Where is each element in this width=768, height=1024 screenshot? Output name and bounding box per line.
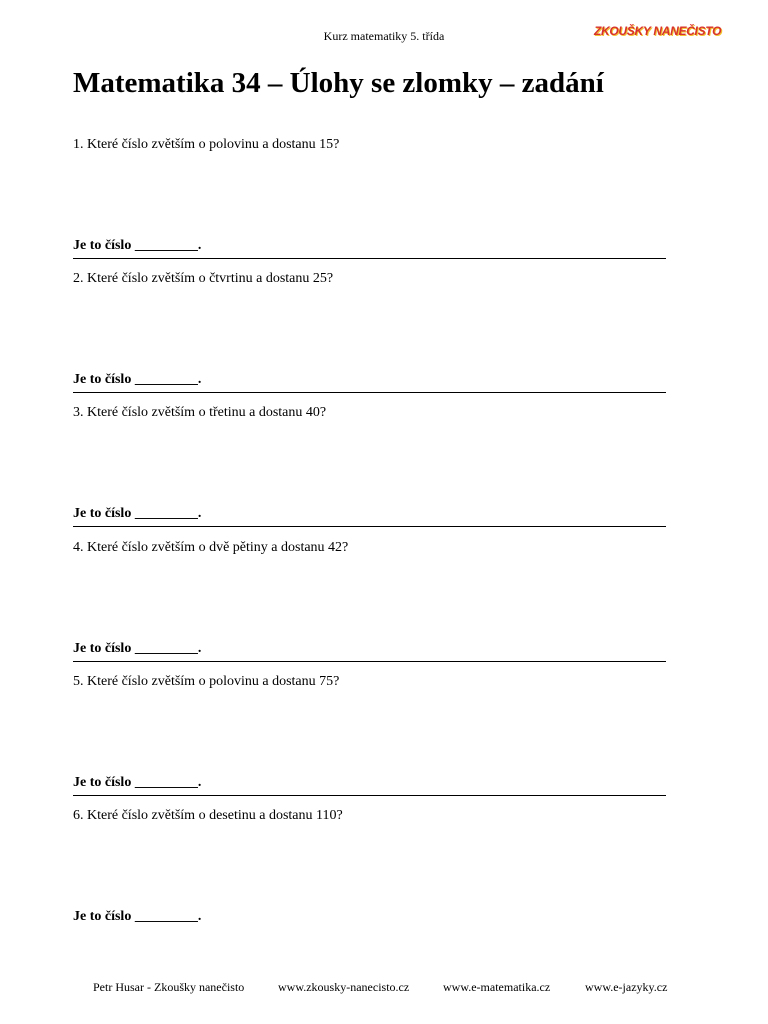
answer-line: Je to číslo _________. [73, 909, 202, 924]
separator-line [73, 661, 666, 662]
separator-line [73, 795, 666, 796]
separator-line [73, 258, 666, 259]
separator-line [73, 526, 666, 527]
task-5 [73, 674, 666, 808]
task-2 [73, 271, 666, 405]
task-3 [73, 405, 666, 539]
footer-link-ejazyky[interactable]: www.e-jazyky.cz [585, 980, 668, 994]
course-header: Kurz matematiky 5. třída [323, 29, 445, 43]
answer-line: Je to číslo _________. [73, 506, 202, 521]
answer-line: Je to číslo _________. [73, 775, 202, 790]
task-question: 4. Které číslo zvětším o dvě pětiny a dostanu 42? [73, 540, 349, 555]
footer-link-zkousky[interactable]: www.zkousky-nanecisto.cz [278, 980, 410, 994]
task-4 [73, 540, 666, 674]
page-title: Matematika 34 – Úlohy se zlomky – zadání [73, 67, 604, 99]
task-6 [73, 808, 666, 942]
answer-line: Je to číslo _________. [73, 238, 202, 253]
task-1 [73, 137, 666, 271]
task-question: 1. Které číslo zvětším o polovinu a dostanu 15? [73, 137, 340, 152]
answer-line: Je to číslo _________. [73, 372, 202, 387]
task-question: 5. Které číslo zvětším o polovinu a dostanu 75? [73, 674, 340, 689]
footer-link-ematematika[interactable]: www.e-matematika.cz [443, 980, 551, 994]
site-logo: ZKOUŠKY NANEČISTO [594, 24, 722, 38]
footer-author: Petr Husar - Zkoušky nanečisto [93, 980, 245, 994]
task-question: 3. Které číslo zvětším o třetinu a dostanu 40? [73, 405, 327, 420]
answer-line: Je to číslo _________. [73, 641, 202, 656]
separator-line [73, 392, 666, 393]
task-question: 6. Které číslo zvětším o desetinu a dostanu 110? [73, 808, 343, 823]
task-question: 2. Které číslo zvětším o čtvrtinu a dostanu 25? [73, 271, 334, 286]
